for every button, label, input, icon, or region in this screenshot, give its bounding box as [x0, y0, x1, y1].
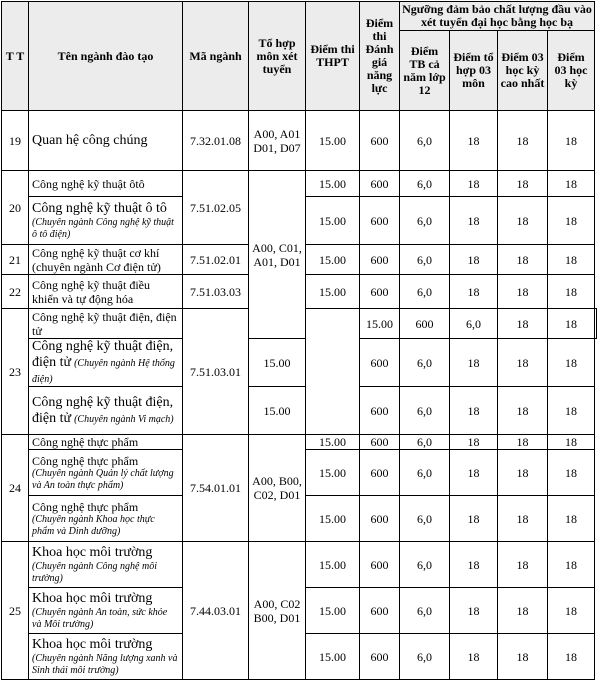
admission-score-table	[1, 1, 597, 680]
score-thpt: 15.00	[306, 450, 360, 496]
score-tb: 6,0	[400, 171, 450, 197]
score-thpt: 15.00	[306, 245, 360, 275]
score-to-hop: 18	[450, 339, 498, 387]
score-to-hop: 18	[498, 309, 548, 339]
score-03-hk: 18	[548, 245, 595, 275]
score-thpt: 15.00	[360, 309, 400, 339]
score-03-hk	[595, 309, 597, 339]
score-dgnl: 600	[360, 111, 400, 171]
major-code: 7.32.01.08	[183, 111, 249, 171]
score-to-hop: 18	[450, 111, 498, 171]
row-tt: 25	[2, 542, 29, 680]
score-tb: 6,0	[400, 450, 450, 496]
score-dgnl: 600	[360, 634, 400, 680]
score-03-cao: 18	[498, 275, 548, 309]
score-to-hop: 18	[450, 496, 498, 542]
major-name: Công nghệ kỹ thuật ôtô	[29, 171, 183, 197]
score-03-hk: 18	[548, 275, 595, 309]
header-diem-to-hop: Điểm tổ hợp 03 môn	[450, 31, 498, 111]
score-03-hk: 18	[548, 435, 595, 450]
score-03-hk: 18	[548, 339, 595, 387]
major-name: Khoa học môi trường (Chuyên ngành An toàn, sức khỏe và Môi trường)	[29, 588, 183, 634]
score-thpt: 15.00	[306, 435, 360, 450]
score-dgnl: 600	[360, 542, 400, 588]
score-thpt: 15.00	[249, 339, 306, 387]
score-03-hk: 18	[548, 450, 595, 496]
score-tb: 6,0	[400, 542, 450, 588]
major-name: Công nghệ thực phẩm (Chuyên ngành Quản lý chất lượng và An toàn thực phẩm)	[29, 450, 183, 496]
score-dgnl: 600	[360, 171, 400, 197]
score-thpt: 15.00	[306, 197, 360, 245]
major-name: Quan hệ công chúng	[29, 111, 183, 171]
score-tb: 6,0	[400, 197, 450, 245]
header-diem-tb: Điểm TB cả năm lớp 12	[400, 31, 450, 111]
score-thpt: 15.00	[306, 496, 360, 542]
major-name: Công nghệ kỹ thuật cơ khí (chuyên ngành Cơ điện tử)	[29, 245, 183, 275]
major-code: 7.51.02.01	[183, 245, 249, 275]
score-tb: 6,0	[400, 275, 450, 309]
major-name: Khoa học môi trường (Chuyên ngành Công nghệ môi trường)	[29, 542, 183, 588]
major-name: Công nghệ kỹ thuật điện, điện tử (Chuyên ngành Vi mạch)	[29, 387, 183, 435]
row-tt: 22	[2, 275, 29, 309]
score-03-hk: 18	[548, 171, 595, 197]
score-03-hk: 18	[548, 197, 595, 245]
header-ma-nganh: Mã ngành	[183, 2, 249, 111]
score-03-cao: 18	[498, 171, 548, 197]
score-03-hk: 18	[548, 542, 595, 588]
score-dgnl: 600	[360, 275, 400, 309]
header-to-hop: Tổ hợp môn xét tuyển	[249, 2, 306, 111]
score-to-hop: 18	[450, 171, 498, 197]
subject-combo: A00, B00, C02, D01	[249, 435, 306, 542]
score-thpt: 15.00	[306, 111, 360, 171]
score-tb: 6,0	[400, 435, 450, 450]
header-diem-03-cao: Điểm 03 học kỳ cao nhất	[498, 31, 548, 111]
score-to-hop: 18	[450, 450, 498, 496]
score-to-hop: 18	[450, 588, 498, 634]
major-name: Công nghệ kỹ thuật điều khiển và tự động hóa	[29, 275, 183, 309]
score-thpt: 15.00	[306, 275, 360, 309]
major-name: Công nghệ kỹ thuật ô tô (Chuyên ngành Công nghệ kỹ thuật ô tô điện)	[29, 197, 183, 245]
row-tt: 19	[2, 111, 29, 171]
subject-combo-empty	[306, 309, 360, 435]
subject-combo: A00, A01 D01, D07	[249, 111, 306, 171]
score-tb: 6,0	[400, 634, 450, 680]
header-ten-nganh: Tên ngành đào tạo	[29, 2, 183, 111]
score-03-hk: 18	[548, 634, 595, 680]
score-tb: 6,0	[400, 245, 450, 275]
score-to-hop: 18	[450, 197, 498, 245]
score-to-hop: 18	[450, 275, 498, 309]
row-tt: 20	[2, 171, 29, 245]
major-name: Công nghệ kỹ thuật điện, điện tử (Chuyên ngành Hệ thống điện)	[29, 339, 183, 387]
header-diem-thpt: Điểm thi THPT	[306, 2, 360, 111]
score-dgnl: 600	[360, 387, 400, 435]
score-to-hop: 18	[450, 245, 498, 275]
header-nguong: Ngưỡng đảm bảo chất lượng đầu vào xét tuyển đại học bằng học bạ	[400, 2, 595, 31]
score-tb: 6,0	[400, 387, 450, 435]
score-03-hk: 18	[548, 387, 595, 435]
score-tb: 6,0	[400, 339, 450, 387]
header-diem-03-hk: Điểm 03 học kỳ	[548, 31, 595, 111]
score-03-cao: 18	[498, 111, 548, 171]
major-code: 7.51.03.01	[183, 309, 249, 435]
score-03-cao: 18	[548, 309, 595, 339]
score-dgnl: 600	[360, 435, 400, 450]
score-dgnl: 600	[360, 450, 400, 496]
major-name: Công nghệ thực phẩm (Chuyên ngành Khoa học thực phẩm và Dinh dưỡng)	[29, 496, 183, 542]
score-03-cao: 18	[498, 435, 548, 450]
header-tt: T T	[2, 2, 29, 111]
score-dgnl: 600	[360, 197, 400, 245]
score-thpt: 15.00	[306, 634, 360, 680]
score-03-cao: 18	[498, 387, 548, 435]
score-03-cao: 18	[498, 450, 548, 496]
major-code: 7.54.01.01	[183, 435, 249, 542]
score-dgnl: 600	[400, 309, 450, 339]
score-03-cao: 18	[498, 339, 548, 387]
score-03-hk: 18	[548, 588, 595, 634]
major-code: 7.51.03.03	[183, 275, 249, 309]
score-03-cao: 18	[498, 496, 548, 542]
major-name: Công nghệ kỹ thuật điện, điện tử	[29, 309, 183, 339]
subject-combo: A00, C01, A01, D01	[249, 171, 306, 339]
subject-combo: A00, C02 B00, D01	[249, 542, 306, 680]
score-to-hop: 18	[450, 387, 498, 435]
score-tb: 6,0	[400, 496, 450, 542]
row-tt: 23	[2, 309, 29, 435]
score-tb: 6,0	[450, 309, 498, 339]
score-dgnl: 600	[360, 245, 400, 275]
score-thpt: 15.00	[306, 542, 360, 588]
score-dgnl: 600	[360, 588, 400, 634]
score-thpt: 15.00	[249, 387, 306, 435]
score-tb: 6,0	[400, 588, 450, 634]
score-to-hop: 18	[450, 634, 498, 680]
score-to-hop: 18	[450, 542, 498, 588]
major-code: 7.44.03.01	[183, 542, 249, 680]
score-03-cao: 18	[498, 245, 548, 275]
major-name: Công nghệ thực phẩm	[29, 435, 183, 450]
major-code: 7.51.02.05	[183, 171, 249, 245]
major-name: Khoa học môi trường (Chuyên ngành Năng lượng xanh và Sinh thái môi trường)	[29, 634, 183, 680]
header-diem-dgnl: Điểm thi Đánh giá năng lực	[360, 2, 400, 111]
score-03-cao: 18	[498, 542, 548, 588]
row-tt: 21	[2, 245, 29, 275]
score-03-cao: 18	[498, 588, 548, 634]
score-to-hop: 18	[450, 435, 498, 450]
score-dgnl: 600	[360, 339, 400, 387]
score-03-cao: 18	[498, 634, 548, 680]
score-dgnl: 600	[360, 496, 400, 542]
score-03-hk: 18	[548, 496, 595, 542]
score-03-cao: 18	[498, 197, 548, 245]
score-thpt: 15.00	[306, 171, 360, 197]
score-03-hk: 18	[548, 111, 595, 171]
row-tt: 24	[2, 435, 29, 542]
score-thpt: 15.00	[306, 588, 360, 634]
score-tb: 6,0	[400, 111, 450, 171]
